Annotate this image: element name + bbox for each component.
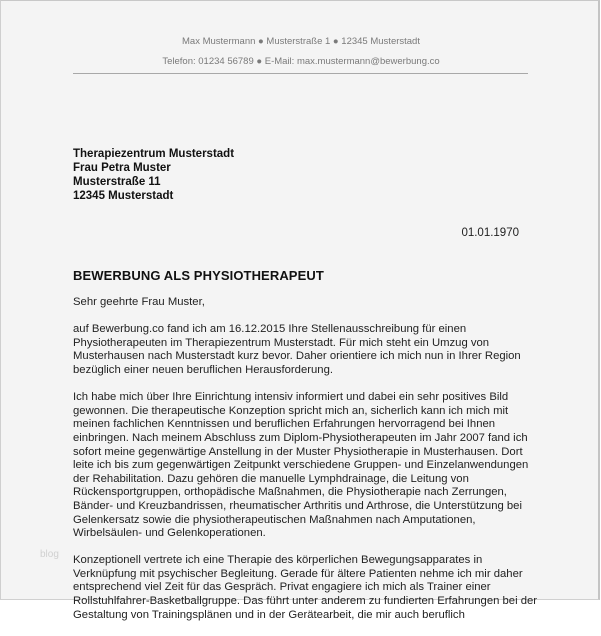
- text-line: der Rehabilitation. Dazu gehören die manuelle Lymphdrainage, die Leitung von: [73, 472, 469, 485]
- text-line: Ich habe mich über Ihre Einrichtung intensiv informiert und dabei ein sehr positives Bild: [73, 391, 509, 404]
- paragraph-experience: [73, 391, 543, 541]
- text-line: Bänder- und Kreuzbandrissen, rheumatischer Arthritis und Arthrose, die Unterstützung bei: [73, 499, 522, 512]
- text-line: Gestaltung von Trainingsplänen und in der Gerätearbeit, die mir auch beruflich: [73, 608, 465, 621]
- letter-subject: BEWERBUNG ALS PHYSIOTHERAPEUT: [73, 268, 324, 283]
- recipient-name: Frau Petra Muster: [73, 162, 171, 174]
- text-line: gewonnen. Die therapeutische Konzeption spricht mich an, sicherlich kann ich mich mit: [73, 404, 509, 417]
- paragraph-concept: [73, 554, 543, 622]
- salutation: Sehr geehrte Frau Muster,: [73, 296, 205, 308]
- paragraph-intro: [73, 323, 543, 377]
- text-line: entsprechend viel Zeit für das Gespräch. Privat engagiere ich mich als Trainer einer: [73, 581, 491, 594]
- text-line: auf Bewerbung.co fand ich am 16.12.2015 Ihre Stellenausschreibung für einen: [73, 323, 467, 336]
- recipient-organization: Therapiezentrum Musterstadt: [73, 148, 235, 160]
- recipient-address: [73, 147, 234, 203]
- text-line: Konzeptionell vertrete ich eine Therapie des körperlichen Bewegungsapparates in: [73, 554, 483, 567]
- text-line: Wirbelsäulen- und Gelenkoperationen.: [73, 527, 266, 540]
- text-line: Rückensportgruppen, orthopädische Maßnahmen, die Physiotherapie nach Zerrungen,: [73, 486, 507, 499]
- text-line: Physiotherapeuten im Therapiezentrum Musterstadt. Für mich steht ein Umzug von: [73, 336, 490, 349]
- letter-body: [73, 296, 543, 636]
- letter-date: 01.01.1970: [461, 227, 519, 239]
- sender-contact-line: Telefon: 01234 56789 ● E-Mail: max.mustermann@bewerbung.co: [162, 56, 440, 67]
- recipient-street: Musterstraße 11: [73, 176, 161, 188]
- text-line: leite ich bis zum gegenwärtigen Zeitpunkt verschiedene Gruppen- und Einzelanwendungen: [73, 459, 529, 472]
- watermark: blog: [40, 549, 59, 560]
- header-divider: [73, 73, 528, 74]
- text-line: sofort meine gegenwärtige Anstellung in der Muster Physiotherapie in Musterhausen. Dort: [73, 445, 523, 458]
- text-line: Rollstuhlfahrer-Basketballgruppe. Das führt unter anderem zu fundierten Erfahrungen bei der: [73, 595, 538, 608]
- text-line: Gelenkersatz sowie die physiotherapeutischen Maßnahmen nach Amputationen,: [73, 513, 476, 526]
- text-line: Verknüpfung mit psychischer Begleitung. Gerade für ältere Patienten nehme ich mir daher: [73, 567, 523, 580]
- sender-address-line: Max Mustermann ● Musterstraße 1 ● 12345 Musterstadt: [182, 36, 420, 47]
- text-line: meinen fachlichen Kenntnissen und beruflichen Erfahrungen hervorragend bei Ihnen: [73, 418, 496, 431]
- text-line: Musterhausen nach Musterstadt kurz bevor. Daher orientiere ich mich nun in Ihrer Region: [73, 350, 521, 363]
- text-line: bezüglich einer neuen beruflichen Herausforderung.: [73, 363, 333, 376]
- recipient-city: 12345 Musterstadt: [73, 190, 174, 202]
- text-line: einbringen. Nach meinem Abschluss zum Diplom-Physiotherapeuten im Jahr 2007 fand ich: [73, 431, 528, 444]
